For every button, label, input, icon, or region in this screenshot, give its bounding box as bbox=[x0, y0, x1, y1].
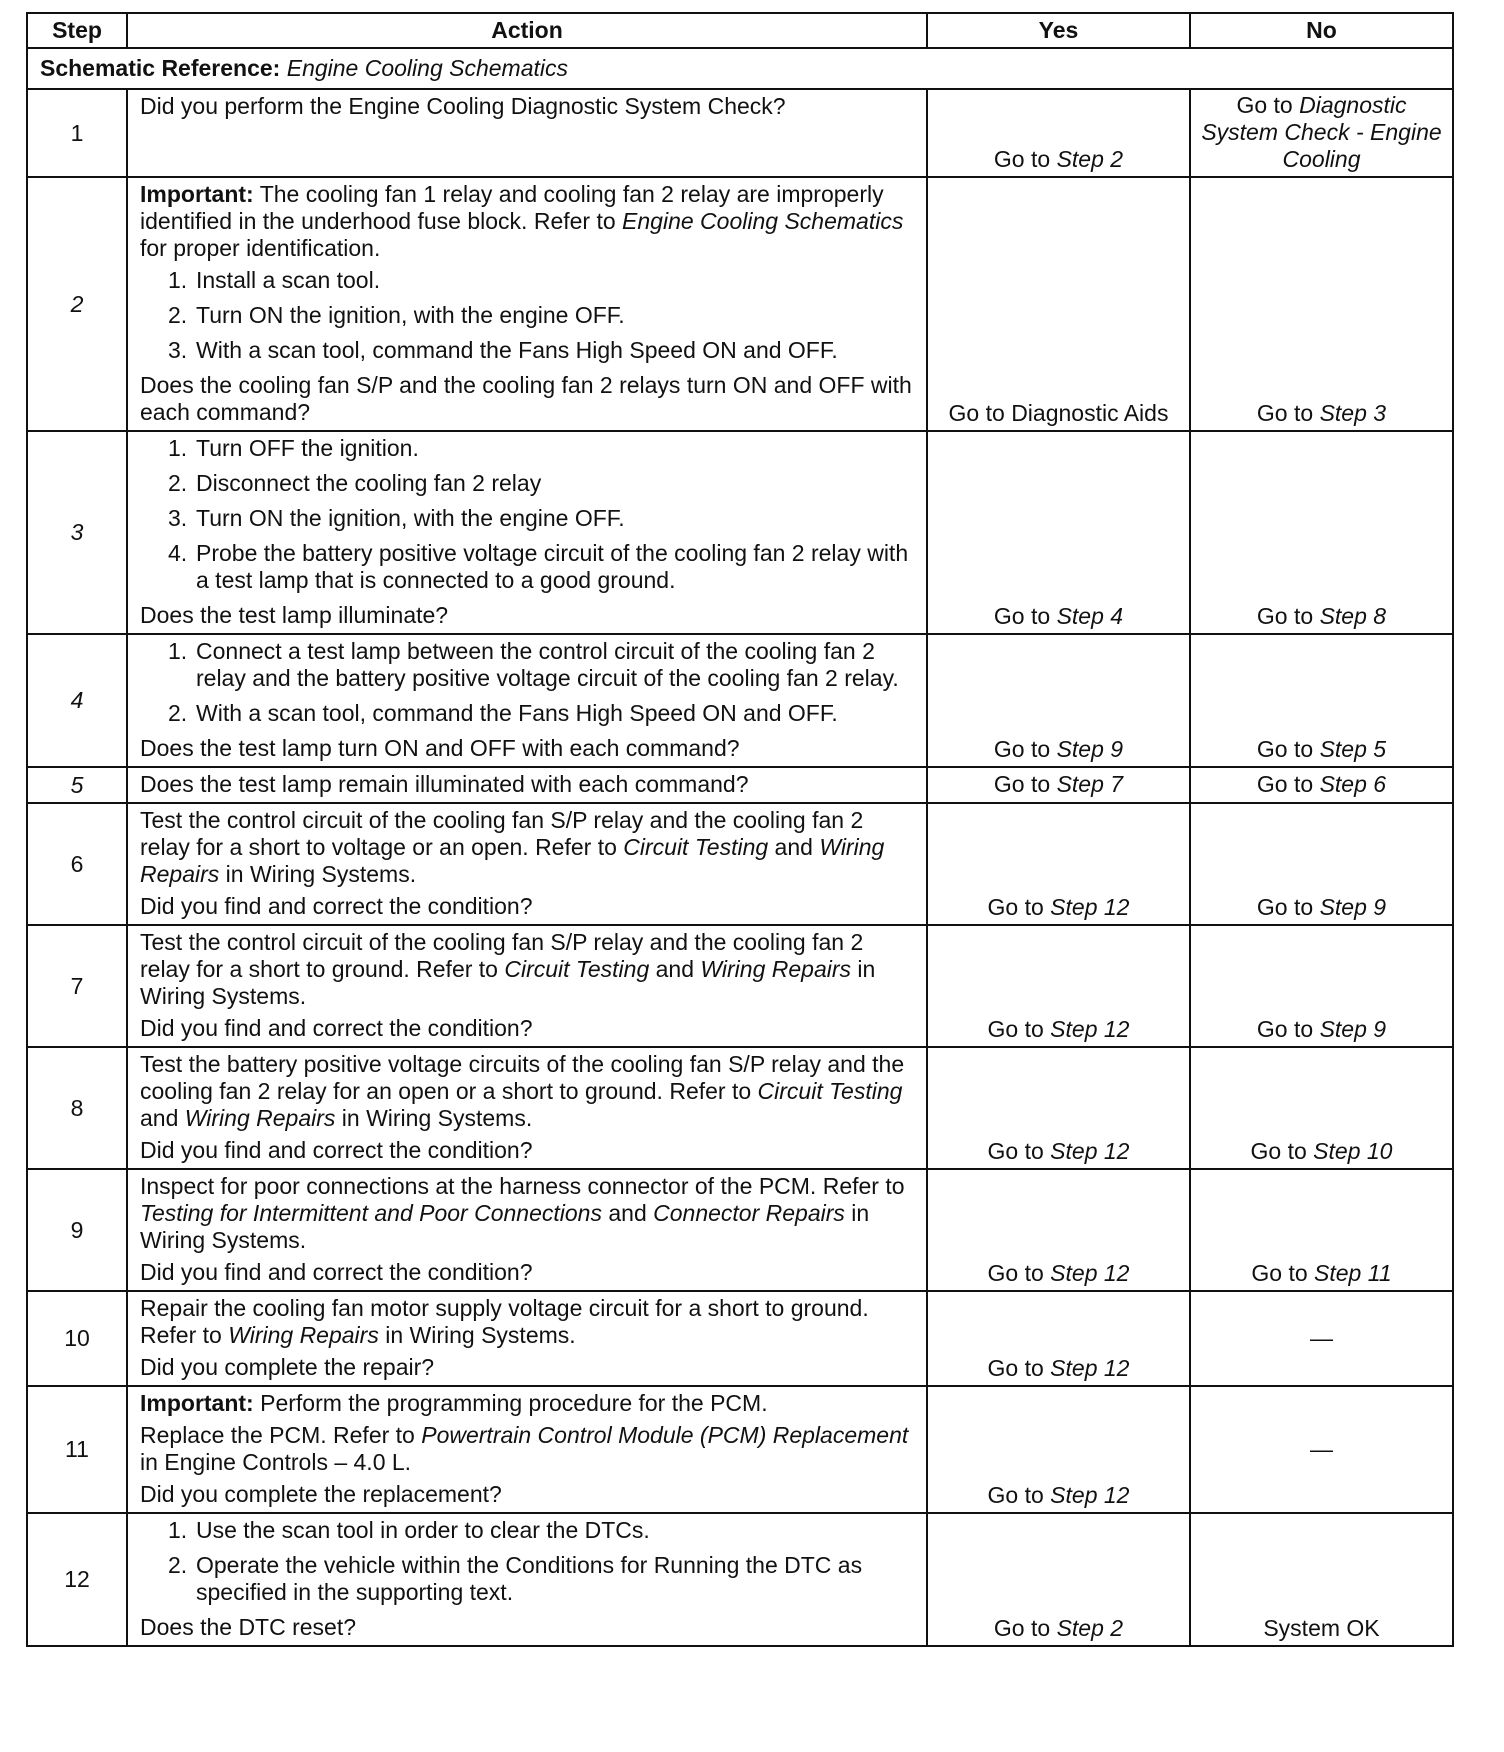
no-cell: — bbox=[1190, 1386, 1453, 1513]
yes-cell: Go to Step 12 bbox=[927, 1386, 1190, 1513]
instruction-text: Test the control circuit of the cooling fan S/P relay and the cooling fan 2 relay for a short to voltage or an open. Refer to Circuit Testing and Wiring Repairs in Wiring Systems. bbox=[140, 807, 885, 887]
list-item: 3. With a scan tool, command the Fans High Speed ON and OFF. bbox=[168, 337, 838, 363]
no-cell: Go to Step 9 bbox=[1190, 803, 1453, 925]
list-item: 1. Turn OFF the ignition. bbox=[168, 435, 419, 461]
instruction-list bbox=[140, 1517, 914, 1606]
table-row bbox=[27, 1513, 1453, 1646]
list-item: 1. Use the scan tool in order to clear the DTCs. bbox=[168, 1517, 650, 1543]
list-item: 3. Turn ON the ignition, with the engine OFF. bbox=[168, 505, 625, 531]
no-cell: — bbox=[1190, 1291, 1453, 1386]
header-action: Action bbox=[127, 13, 927, 48]
table-row bbox=[27, 1169, 1453, 1291]
action-cell bbox=[127, 634, 927, 767]
action-cell bbox=[127, 767, 927, 803]
step-number: 3 bbox=[27, 431, 127, 634]
yes-cell: Go to Step 9 bbox=[927, 634, 1190, 767]
list-item: 1. Connect a test lamp between the control circuit of the cooling fan 2 relay and the battery positive voltage circuit of the cooling fan 2 relay. bbox=[168, 638, 899, 691]
list-item: 4. Probe the battery positive voltage circuit of the cooling fan 2 relay with a test lamp that is connected to a good ground. bbox=[168, 540, 909, 593]
table-row bbox=[27, 1047, 1453, 1169]
yes-cell: Go to Step 12 bbox=[927, 1047, 1190, 1169]
question: Did you find and correct the condition? bbox=[140, 1137, 533, 1163]
step-number: 9 bbox=[27, 1169, 127, 1291]
schematic-reference-row bbox=[27, 48, 1453, 89]
action-cell bbox=[127, 1386, 927, 1513]
yes-cell: Go to Step 7 bbox=[927, 767, 1190, 803]
step-number: 2 bbox=[27, 177, 127, 431]
important-note: Important: Perform the programming procedure for the PCM. bbox=[140, 1390, 768, 1416]
step-number: 4 bbox=[27, 634, 127, 767]
step-number: 7 bbox=[27, 925, 127, 1047]
question: Does the DTC reset? bbox=[140, 1614, 357, 1640]
instruction-text: Replace the PCM. Refer to Powertrain Control Module (PCM) Replacement in Engine Controls – 4.0 L. bbox=[140, 1422, 909, 1475]
no-cell: Go to Step 6 bbox=[1190, 767, 1453, 803]
table-row bbox=[27, 803, 1453, 925]
action-cell bbox=[127, 1169, 927, 1291]
question: Did you find and correct the condition? bbox=[140, 1259, 533, 1285]
instruction-text: Test the control circuit of the cooling fan S/P relay and the cooling fan 2 relay for a short to ground. Refer to Circuit Testing and Wiring Repairs in Wiring Systems. bbox=[140, 929, 876, 1009]
instruction-list bbox=[140, 638, 914, 727]
instruction-text: Repair the cooling fan motor supply voltage circuit for a short to ground. Refer to Wiring Repairs in Wiring Systems. bbox=[140, 1295, 869, 1348]
instruction-list bbox=[140, 435, 914, 594]
table-row bbox=[27, 1386, 1453, 1513]
action-cell bbox=[127, 1047, 927, 1169]
yes-cell: Go to Step 12 bbox=[927, 925, 1190, 1047]
instruction-text: Test the battery positive voltage circuits of the cooling fan S/P relay and the cooling fan 2 relay for an open or a short to ground. Refer to Circuit Testing and Wiring Repairs in Wiring Systems. bbox=[140, 1051, 905, 1131]
no-cell: Go to Step 11 bbox=[1190, 1169, 1453, 1291]
header-yes: Yes bbox=[927, 13, 1190, 48]
list-item: 2. With a scan tool, command the Fans High Speed ON and OFF. bbox=[168, 700, 838, 726]
yes-cell: Go to Step 12 bbox=[927, 1169, 1190, 1291]
no-cell: Go to Step 10 bbox=[1190, 1047, 1453, 1169]
instruction-text: Inspect for poor connections at the harness connector of the PCM. Refer to Testing for Intermittent and Poor Connections and Connector Repairs in Wiring Systems. bbox=[140, 1173, 905, 1253]
question: Did you complete the replacement? bbox=[140, 1481, 502, 1507]
table-row bbox=[27, 1291, 1453, 1386]
table-row bbox=[27, 634, 1453, 767]
step-number: 12 bbox=[27, 1513, 127, 1646]
question: Does the test lamp turn ON and OFF with each command? bbox=[140, 735, 740, 761]
list-item: 2. Disconnect the cooling fan 2 relay bbox=[168, 470, 542, 496]
no-cell: Go to Step 5 bbox=[1190, 634, 1453, 767]
table-row bbox=[27, 925, 1453, 1047]
step-number: 6 bbox=[27, 803, 127, 925]
question: Does the cooling fan S/P and the cooling fan 2 relays turn ON and OFF with each command? bbox=[140, 372, 912, 425]
yes-cell: Go to Step 2 bbox=[927, 1513, 1190, 1646]
action-cell bbox=[127, 431, 927, 634]
action-cell bbox=[127, 925, 927, 1047]
diagnostic-table bbox=[26, 12, 1454, 1647]
yes-cell: Go to Diagnostic Aids bbox=[927, 177, 1190, 431]
header-no: No bbox=[1190, 13, 1453, 48]
instruction-list bbox=[140, 267, 914, 364]
question: Does the test lamp illuminate? bbox=[140, 602, 449, 628]
action-cell bbox=[127, 803, 927, 925]
important-note: Important: The cooling fan 1 relay and cooling fan 2 relay are improperly identified in the underhood fuse block. Refer to Engine Cooling Schematics for proper identification. bbox=[140, 181, 904, 261]
question: Did you find and correct the condition? bbox=[140, 1015, 533, 1041]
table-row bbox=[27, 177, 1453, 431]
yes-cell: Go to Step 2 bbox=[927, 89, 1190, 177]
step-number: 11 bbox=[27, 1386, 127, 1513]
no-cell: System OK bbox=[1190, 1513, 1453, 1646]
yes-cell: Go to Step 4 bbox=[927, 431, 1190, 634]
list-item: 2. Operate the vehicle within the Conditions for Running the DTC as specified in the supporting text. bbox=[168, 1552, 863, 1605]
schematic-reference bbox=[27, 48, 1453, 89]
header-row bbox=[27, 13, 1453, 48]
yes-cell: Go to Step 12 bbox=[927, 1291, 1190, 1386]
step-number: 8 bbox=[27, 1047, 127, 1169]
question: Did you perform the Engine Cooling Diagnostic System Check? bbox=[140, 93, 786, 119]
action-cell bbox=[127, 1513, 927, 1646]
no-cell: Go to Step 3 bbox=[1190, 177, 1453, 431]
schematic-label: Schematic Reference: bbox=[40, 55, 281, 81]
step-number: 5 bbox=[27, 767, 127, 803]
no-cell: Go to Step 9 bbox=[1190, 925, 1453, 1047]
table-row bbox=[27, 767, 1453, 803]
no-cell: Go to Diagnostic System Check - Engine Cooling bbox=[1190, 89, 1453, 177]
action-cell bbox=[127, 89, 927, 177]
schematic-value: Engine Cooling Schematics bbox=[286, 55, 569, 81]
action-cell bbox=[127, 1291, 927, 1386]
header-step: Step bbox=[27, 13, 127, 48]
yes-cell: Go to Step 12 bbox=[927, 803, 1190, 925]
question: Did you find and correct the condition? bbox=[140, 893, 533, 919]
table-row bbox=[27, 89, 1453, 177]
step-number: 10 bbox=[27, 1291, 127, 1386]
question: Did you complete the repair? bbox=[140, 1354, 435, 1380]
step-number: 1 bbox=[27, 89, 127, 177]
table-row bbox=[27, 431, 1453, 634]
list-item: 1. Install a scan tool. bbox=[168, 267, 381, 293]
question: Does the test lamp remain illuminated with each command? bbox=[140, 771, 749, 797]
no-cell: Go to Step 8 bbox=[1190, 431, 1453, 634]
action-cell bbox=[127, 177, 927, 431]
list-item: 2. Turn ON the ignition, with the engine OFF. bbox=[168, 302, 625, 328]
